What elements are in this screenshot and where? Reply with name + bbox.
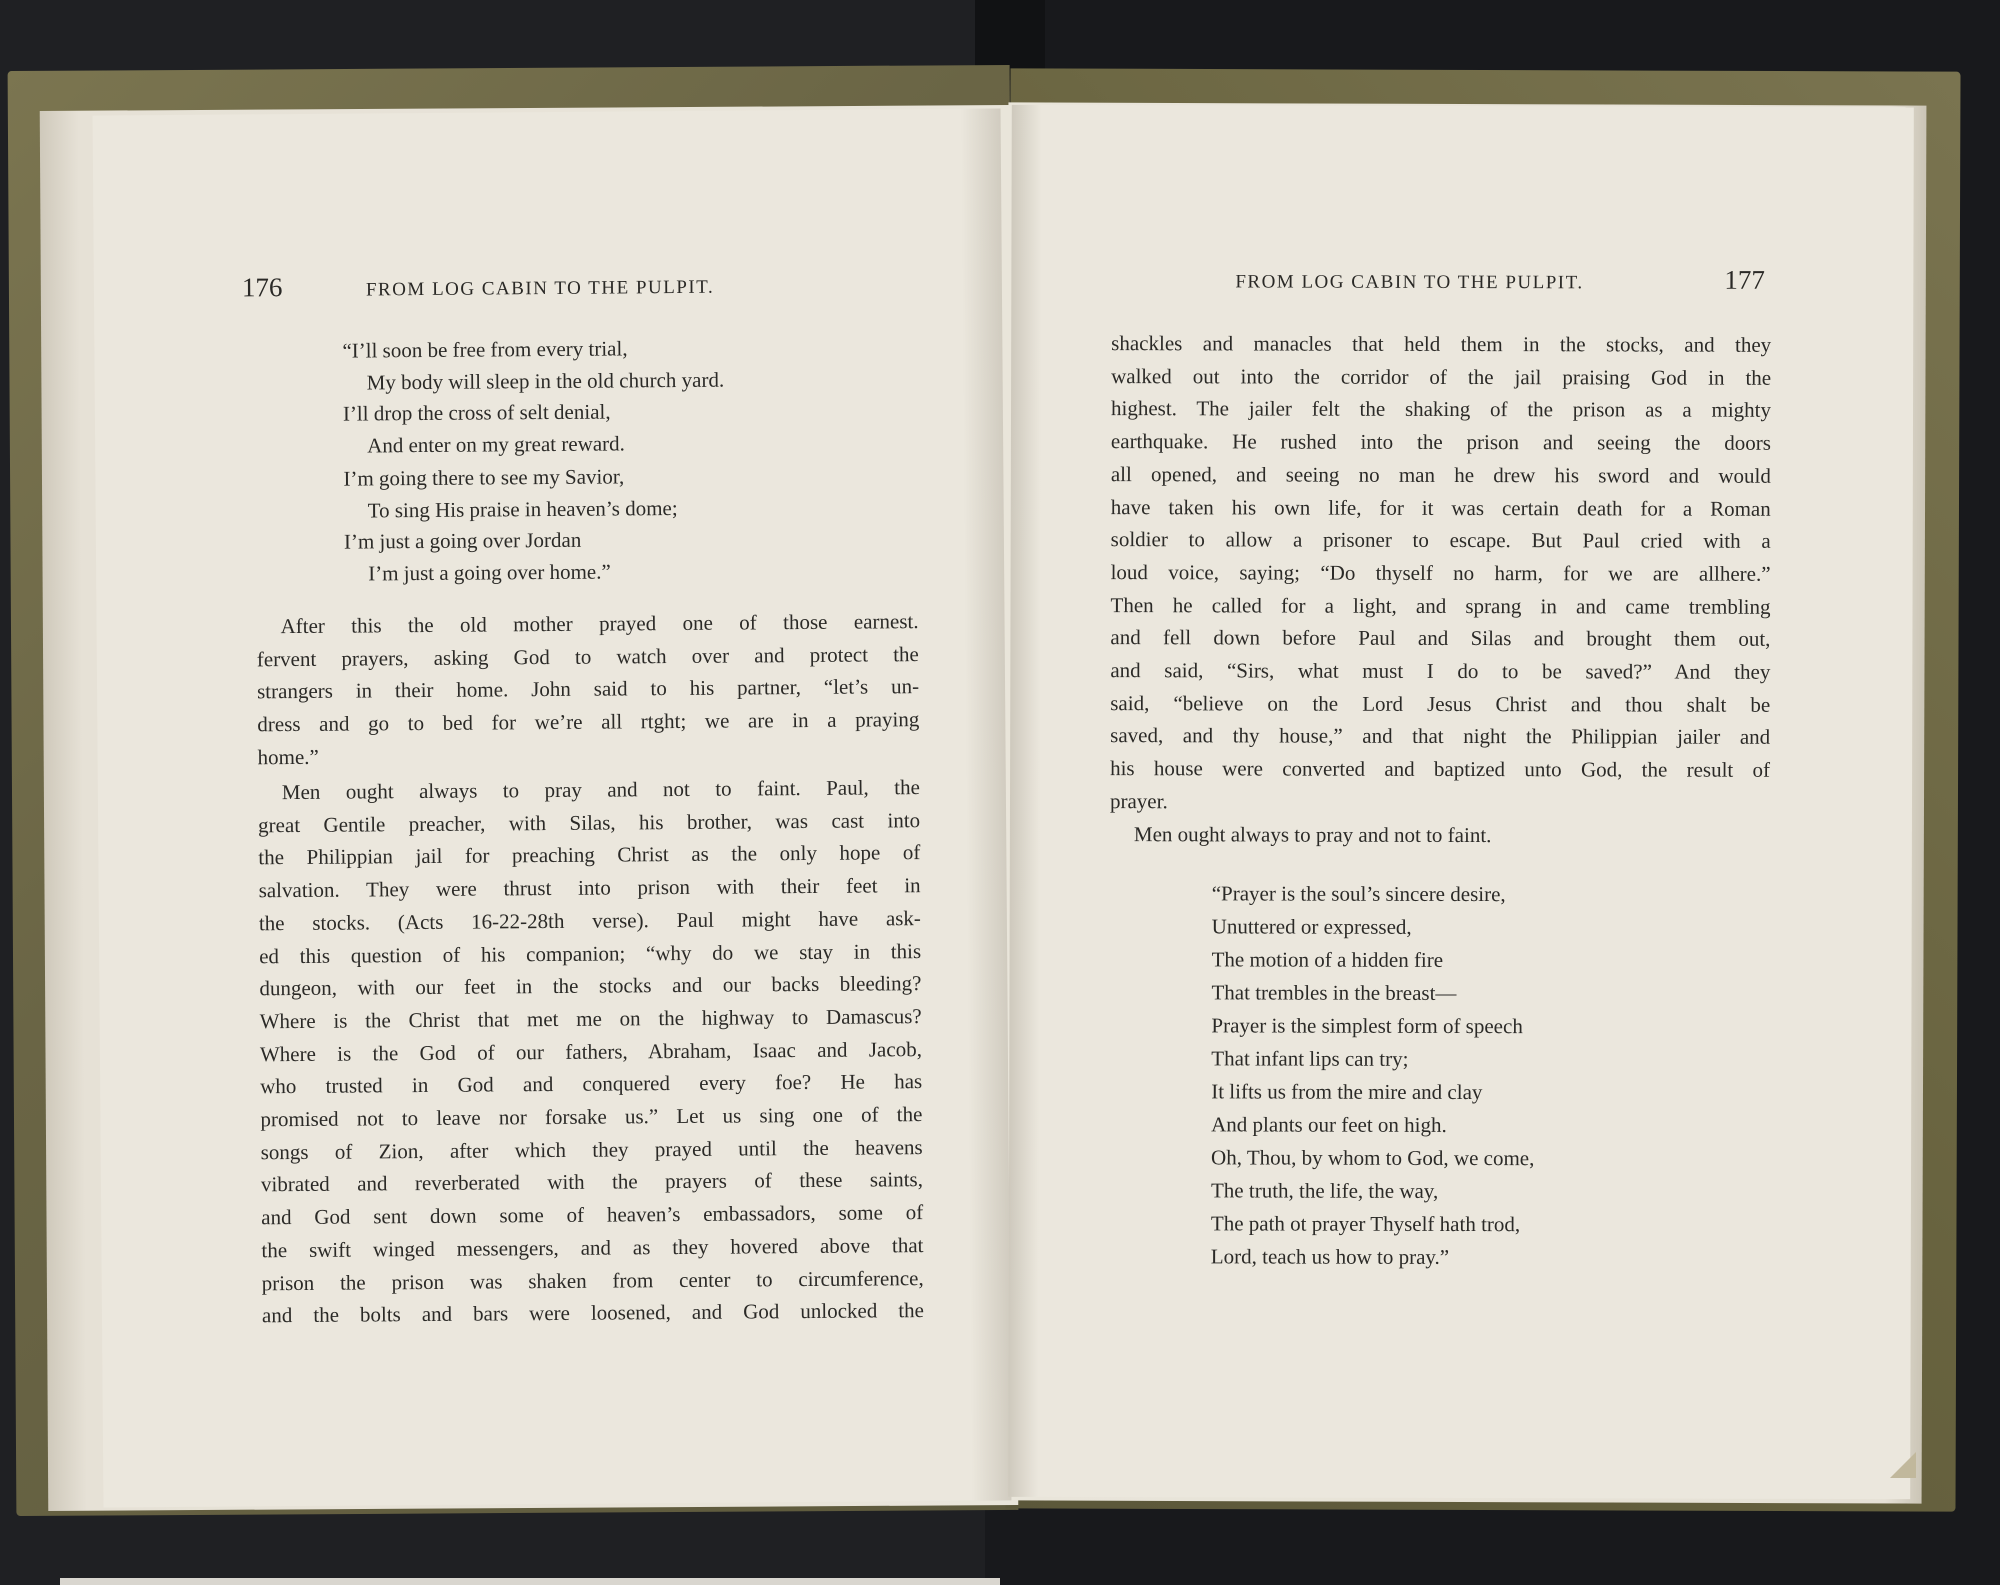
bottom-strip — [60, 1578, 1000, 1585]
page-corner-protector — [1890, 1452, 1916, 1478]
text-line: the swift winged messengers, and as they hovered above that — [261, 1232, 924, 1263]
text-line: prison the prison was shaken from center to circumference, — [261, 1265, 924, 1295]
paragraph — [258, 771, 924, 1332]
text-line: strangers in their home. John said to his partner, “let’s un- — [256, 674, 920, 704]
left-page — [93, 108, 1012, 1507]
text-line: vibrated and reverberated with the prayers of these saints, — [260, 1167, 924, 1197]
gutter-shadow — [1008, 105, 1042, 1497]
text-line: promised not to leave nor forsake us.” Let us sing one of the — [260, 1102, 923, 1132]
text-line: highest. The jailer felt the shaking of the prison as a mighty — [1110, 396, 1772, 423]
text-line: prayer. — [1109, 788, 1168, 814]
verse-line: I’m just a going over home.” — [368, 559, 611, 585]
prayer-verse — [1211, 877, 1535, 1274]
text-line: have taken his own life, for it was certain death for a Roman — [1110, 494, 1771, 521]
text-line: his house were converted and baptized unto God, the result of — [1110, 756, 1771, 782]
text-line: who trusted in God and conquered every foe? He has — [260, 1069, 923, 1099]
text-line: home.” — [257, 744, 319, 770]
verse-line: I’m just a going over Jordan — [343, 527, 582, 554]
text-line: loud voice, saying; “Do thyself no harm, for we are allhere.” — [1110, 560, 1771, 586]
verse-stanza-2 — [343, 461, 678, 590]
text-line: dungeon, with our feet in the stocks and our backs bleeding? — [259, 971, 922, 1001]
text-line: walked out into the corridor of the jail praising God in the — [1111, 363, 1772, 390]
text-line: Men ought always to pray and not to faint. — [1133, 821, 1492, 847]
text-line: and the bolts and bars were loosened, and God unlocked the — [261, 1298, 925, 1328]
text-line: and fell down before Paul and Silas and brought them out, — [1110, 625, 1771, 652]
verse-line: Unuttered or expressed, — [1211, 914, 1412, 939]
text-line: ed this question of his companion; “why do we stay in this — [259, 938, 922, 968]
verse-line: The motion of a hidden fire — [1211, 947, 1444, 972]
text-line: the stocks. (Acts 16-22-28th verse). Paul might have ask- — [258, 905, 921, 936]
verse-line: That infant lips can try; — [1211, 1046, 1409, 1071]
page-number: 177 — [1724, 264, 1765, 295]
text-line: said, “believe on the Lord Jesus Christ and thou shalt be — [1110, 690, 1771, 717]
verse-line: “I’ll soon be free from every trial, — [342, 336, 628, 363]
verse-line: That trembles in the breast— — [1211, 980, 1457, 1005]
text-line: earthquake. He rushed into the prison and seeing the doors — [1110, 429, 1771, 455]
text-line: Where is the God of our fathers, Abraham, Isaac and Jacob, — [259, 1036, 922, 1066]
text-line: dress and go to bed for we’re all rtght; we are in a praying — [257, 707, 920, 737]
text-line: and God sent down some of heaven’s embassadors, some of — [261, 1200, 924, 1230]
verse-line: The truth, the life, the way, — [1210, 1178, 1439, 1203]
right-page — [1008, 105, 1914, 1499]
text-line: all opened, and seeing no man he drew his sword and would — [1110, 461, 1771, 488]
text-line: great Gentile preacher, with Silas, his brother, was cast into — [258, 807, 921, 838]
paragraph — [1110, 327, 1771, 852]
text-line: Where is the Christ that met me on the highway to Damascus? — [259, 1004, 922, 1034]
text-line: songs of Zion, after which they prayed until the heavens — [260, 1134, 923, 1165]
running-head: FROM LOG CABIN TO THE PULPIT. — [1235, 271, 1584, 294]
verse-stanza-1 — [342, 333, 724, 462]
text-line: After this the old mother prayed one of those earnest. — [280, 609, 919, 639]
text-line: saved, and thy house,” and that night the Philippian jailer and — [1110, 723, 1771, 750]
verse-line: It lifts us from the mire and clay — [1211, 1079, 1483, 1105]
text-line: the Philippian jail for preaching Christ as the only hope of — [258, 840, 921, 870]
verse-line: To sing His praise in heaven’s dome; — [367, 495, 678, 522]
verse-line: Lord, teach us how to pray.” — [1210, 1244, 1450, 1269]
paragraph — [256, 605, 919, 774]
verse-line: Prayer is the simplest form of speech — [1211, 1013, 1523, 1039]
verse-line: And plants our feet on high. — [1211, 1112, 1447, 1137]
text-line: salvation. They were thrust into prison with their feet in — [258, 873, 921, 903]
verse-line: And enter on my great reward. — [367, 430, 625, 457]
text-line: and said, “Sirs, what must I do to be saved?” And they — [1110, 658, 1771, 684]
page-number: 176 — [241, 272, 283, 303]
text-line: fervent prayers, asking God to watch over and protect the — [256, 641, 919, 672]
verse-line: The path ot prayer Thyself hath trod, — [1210, 1211, 1521, 1237]
verse-line: My body will sleep in the old church yard. — [366, 367, 725, 394]
verse-line: I’ll drop the cross of selt denial, — [342, 399, 611, 426]
text-line: soldier to allow a prisoner to escape. But Paul cried with a — [1110, 527, 1771, 554]
verse-line: I’m going there to see my Savior, — [343, 464, 625, 491]
text-line: Then he called for a light, and sprang in and came trembling — [1110, 592, 1771, 619]
text-line: Men ought always to pray and not to faint. Paul, the — [281, 775, 920, 805]
text-line: shackles and manacles that held them in the stocks, and they — [1111, 331, 1772, 357]
verse-line: Oh, Thou, by whom to God, we come, — [1211, 1145, 1535, 1171]
verse-line: “Prayer is the soul’s sincere desire, — [1211, 881, 1506, 907]
running-head: FROM LOG CABIN TO THE PULPIT. — [365, 276, 715, 301]
